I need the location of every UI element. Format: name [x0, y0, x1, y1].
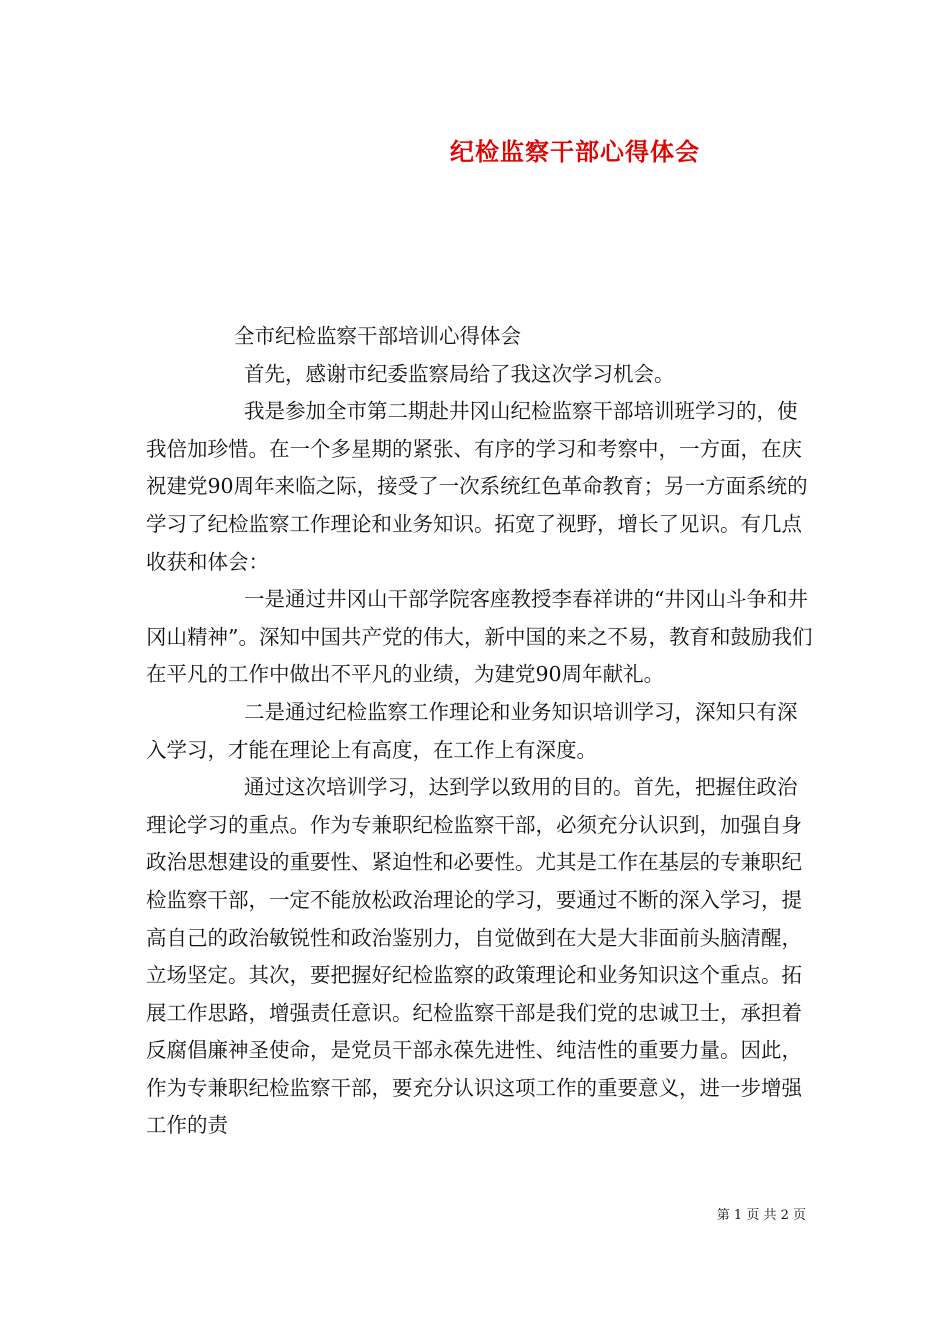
document-title: 纪检监察干部心得体会 — [450, 137, 700, 166]
paragraph-3: 一是通过井冈山干部学院客座教授李春祥讲的“井冈山斗争和井冈山精神”。深知中国共产党的伟大，新中国的来之不易，教育和鼓励我们在平凡的工作中做出不平凡的业绩，为建党90周年献礼。 — [146, 587, 813, 687]
paragraph-5: 通过这次培训学习，达到学以致用的目的。首先，把握住政治理论学习的重点。作为专兼职纪检监察干部，必须充分认识到，加强自身政治思想建设的重要性、紧迫性和必要性。尤其是工作在基层的专兼职纪检监察干部，一定不能放松政治理论的学习，要通过不断的深入学习，提高自己的政治敏锐性和政治鉴别力，自觉做到在大是大非面前头脑清醒，立场坚定。其次，要把握好纪检监察的政策理论和业务知识这个重点。拓展工作思路，增强责任意识。纪检监察干部是我们党的忠诚卫士，承担着反腐倡廉神圣使命，是党员干部永葆先进性、纯洁性的重要力量。因此，作为专兼职纪检监察干部，要充分认识这项工作的重要意义，进一步增强工作的责 — [146, 775, 802, 1138]
paragraph-1: 首先，感谢市纪委监察局给了我这次学习机会。 — [244, 361, 675, 386]
document-body — [146, 318, 814, 1145]
document-subtitle: 全市纪检监察干部培训心得体会 — [234, 324, 521, 348]
paragraph-2: 我是参加全市第二期赴井冈山纪检监察干部培训班学习的，使我倍加珍惜。在一个多星期的紧张、有序的学习和考察中，一方面，在庆祝建党90周年来临之际，接受了一次系统红色革命教育；另一方面系统的学习了纪检监察工作理论和业务知识。拓宽了视野，增长了见识。有几点收获和体会： — [146, 399, 808, 574]
page-number-footer: 第 1 页 共 2 页 — [716, 1208, 806, 1223]
paragraph-4: 二是通过纪检监察工作理论和业务知识培训学习，深知只有深入学习，才能在理论上有高度，在工作上有深度。 — [146, 699, 798, 762]
